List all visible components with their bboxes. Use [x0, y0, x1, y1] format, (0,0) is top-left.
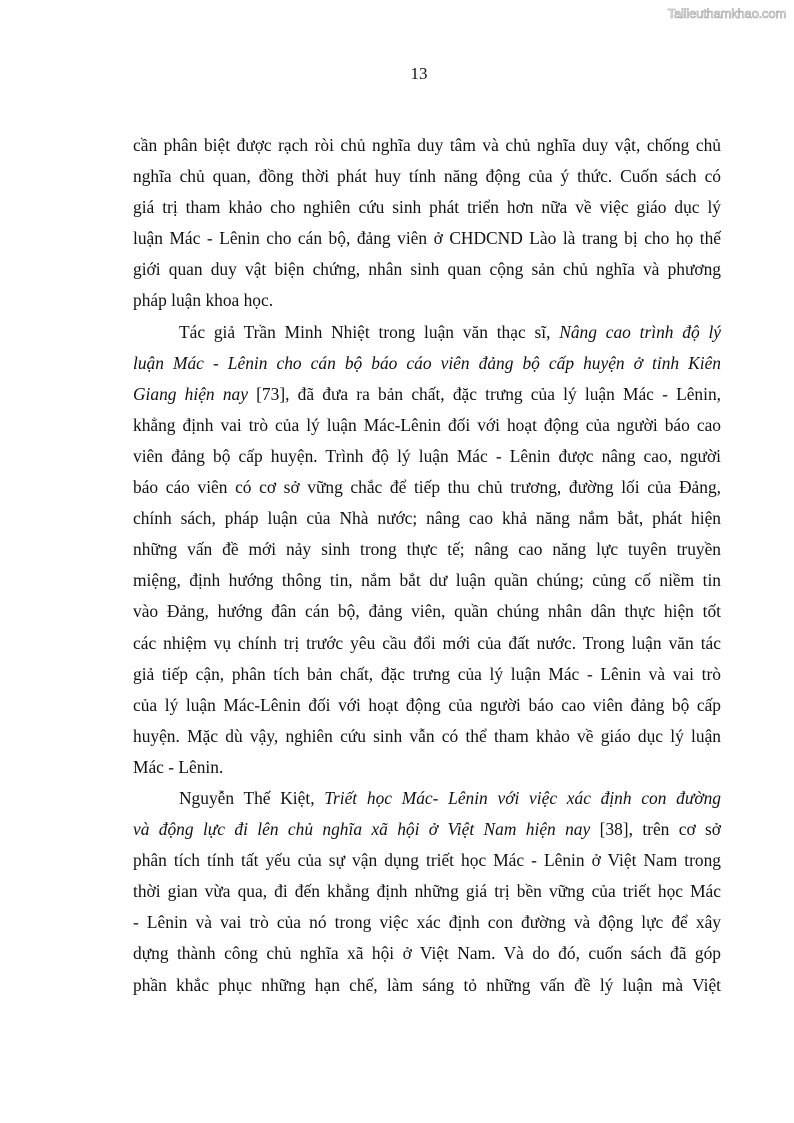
- text-line: [133, 379, 721, 410]
- document-body: [133, 130, 721, 1001]
- italic-title-text: Triết học Mác- Lênin với việc xác định con đường: [324, 787, 721, 808]
- text-run: giả tiếp cận, phân tích bản chất, đặc trưng của lý luận Mác - Lênin và vai trò: [133, 663, 721, 684]
- text-line: [133, 752, 721, 783]
- text-line: [133, 534, 721, 565]
- text-run: những vấn đề mới nảy sinh trong thực tế; nâng cao năng lực tuyên truyền: [133, 539, 721, 560]
- text-line: [133, 907, 721, 938]
- text-run: khẳng định vai trò của lý luận Mác-Lênin đối với hoạt động của người báo cao: [133, 414, 721, 435]
- text-run: phần khắc phục những hạn chế, làm sáng tỏ những vấn đề lý luận mà Việt: [133, 974, 721, 995]
- text-line: [133, 161, 721, 192]
- text-line: [133, 659, 721, 690]
- text-line: [133, 130, 721, 161]
- text-run: báo cáo viên có cơ sở vững chắc để tiếp thu chủ trương, đường lối của Đảng,: [133, 477, 721, 498]
- watermark: Tailieuthamkhao.com: [667, 6, 786, 21]
- italic-title-text: Giang hiện nay: [133, 383, 248, 404]
- text-line: [133, 628, 721, 659]
- text-run: Nguyễn Thế Kiệt,: [179, 787, 325, 808]
- text-run: [38], trên cơ sở: [590, 819, 721, 840]
- text-line: [133, 970, 721, 1001]
- text-line: [133, 192, 721, 223]
- text-line: [133, 783, 721, 814]
- text-line: [133, 317, 721, 348]
- text-run: giới quan duy vật biện chứng, nhân sinh quan cộng sản chủ nghĩa và phương: [133, 259, 721, 280]
- text-line: [133, 814, 721, 845]
- text-run: Mác - Lênin.: [133, 756, 224, 777]
- text-line: [133, 596, 721, 627]
- text-line: [133, 472, 721, 503]
- text-line: [133, 721, 721, 752]
- text-line: [133, 348, 721, 379]
- text-line: [133, 410, 721, 441]
- text-run: pháp luận khoa học.: [133, 290, 274, 311]
- text-line: [133, 503, 721, 534]
- text-line: [133, 565, 721, 596]
- italic-title-text: và động lực đi lên chủ nghĩa xã hội ở Việt Nam hiện nay: [133, 819, 591, 840]
- text-run: - Lênin và vai trò của nó trong việc xác định con đường và động lực để xây: [133, 912, 721, 933]
- italic-title-text: luận Mác - Lênin cho cán bộ báo cáo viên đảng bộ cấp huyện ở tỉnh Kiên: [133, 352, 721, 373]
- text-run: thời gian vừa qua, đi đến khẳng định những giá trị bền vững của triết học Mác: [133, 881, 721, 902]
- text-run: chính sách, pháp luận của Nhà nước; nâng cao khả năng nắm bắt, phát hiện: [133, 508, 721, 529]
- text-line: [133, 441, 721, 472]
- text-line: [133, 690, 721, 721]
- text-run: viên đảng bộ cấp huyện. Trình độ lý luận Mác - Lênin được nâng cao, người: [133, 445, 721, 466]
- text-line: [133, 285, 721, 316]
- text-line: [133, 938, 721, 969]
- text-run: dựng thành công chủ nghĩa xã hội ở Việt Nam. Và do đó, cuốn sách đã góp: [133, 943, 721, 964]
- text-line: [133, 223, 721, 254]
- text-run: các nhiệm vụ chính trị trước yêu cầu đổi mới của đất nước. Trong luận văn tác: [133, 632, 721, 653]
- text-run: vào Đảng, hướng đân cán bộ, đảng viên, quần chúng nhân dân thực hiện tốt: [133, 601, 721, 622]
- text-run: của lý luận Mác-Lênin đối với hoạt động của người báo cao viên đảng bộ cấp: [133, 694, 721, 715]
- text-run: huyện. Mặc dù vậy, nghiên cứu sinh vẫn có thể tham khảo về giáo dục lý luận: [133, 725, 721, 746]
- text-run: giá trị tham khảo cho nghiên cứu sinh phát triển hơn nữa về việc giáo dục lý: [133, 197, 721, 218]
- text-run: luận Mác - Lênin cho cán bộ, đảng viên ở CHDCND Lào là trang bị cho họ thế: [133, 228, 721, 249]
- text-run: cần phân biệt được rạch ròi chủ nghĩa duy tâm và chủ nghĩa duy vật, chống chủ: [133, 135, 721, 155]
- italic-title-text: Nâng cao trình độ lý: [559, 321, 721, 342]
- text-run: miệng, định hướng thông tin, nắm bắt dư luận quần chúng; củng cố niềm tin: [133, 570, 721, 591]
- page-number: 13: [410, 64, 428, 83]
- text-run: phân tích tính tất yếu của sự vận dụng triết học Mác - Lênin ở Việt Nam trong: [133, 850, 721, 871]
- text-line: [133, 845, 721, 876]
- text-line: [133, 254, 721, 285]
- text-run: Tác giả Trần Minh Nhiệt trong luận văn thạc sĩ,: [179, 321, 560, 342]
- text-run: [73], đã đưa ra bản chất, đặc trưng của lý luận Mác - Lênin,: [247, 383, 721, 404]
- text-run: nghĩa chủ quan, đồng thời phát huy tính năng động của ý thức. Cuốn sách có: [133, 166, 721, 187]
- text-line: [133, 876, 721, 907]
